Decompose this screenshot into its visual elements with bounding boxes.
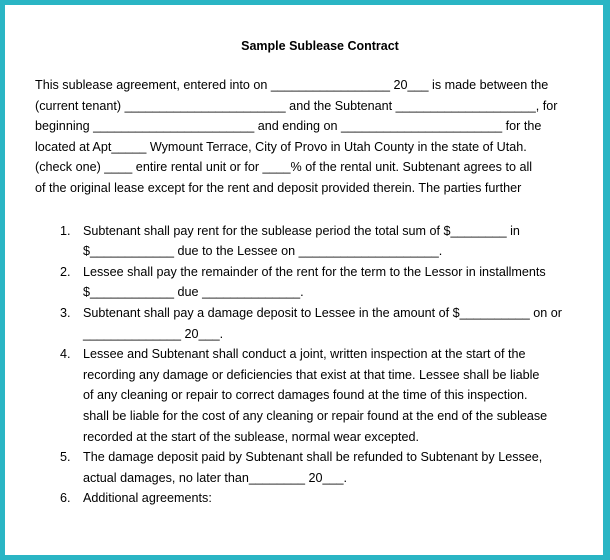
intro-line: of the original lease except for the rent and deposit provided therein. The parties further xyxy=(35,180,522,195)
terms-list xyxy=(35,221,605,509)
list-item xyxy=(35,262,605,303)
list-item-line: recording any damage or deficiencies that exist at that time. Lessee shall be liable xyxy=(83,367,540,382)
intro-line: (check one) ____ entire rental unit or for ____% of the rental unit. Subtenant agrees to all xyxy=(35,160,533,175)
list-item-line: Lessee and Subtenant shall conduct a joint, written inspection at the start of the xyxy=(83,347,526,362)
document-title: Sample Sublease Contract xyxy=(241,39,399,53)
document-page xyxy=(5,5,603,555)
list-item-line: Lessee shall pay the remainder of the rent for the term to the Lessor in installments xyxy=(83,264,546,279)
list-item-number: 3. xyxy=(60,305,71,320)
list-item xyxy=(35,303,605,344)
list-item xyxy=(35,447,605,488)
list-item-line: Subtenant shall pay a damage deposit to Lessee in the amount of $__________ on or xyxy=(83,305,562,320)
list-item xyxy=(35,488,605,509)
list-item-line: Additional agreements: xyxy=(83,491,212,506)
intro-line: (current tenant) _______________________ and the Subtenant ____________________, for xyxy=(35,98,558,113)
intro-line: This sublease agreement, entered into on _________________ 20___ is made between the xyxy=(35,78,549,92)
list-item-line: shall be liable for the cost of any cleaning or repair found at the end of the sublease xyxy=(83,408,548,423)
list-item-line: of any cleaning or repair to correct damages found at the time of this inspection. xyxy=(83,388,528,403)
intro-line: located at Apt_____ Wymount Terrace, City of Provo in Utah County in the state of Utah. xyxy=(35,139,527,154)
list-item-line: $____________ due to the Lessee on ____________________. xyxy=(83,244,443,259)
list-item-line: ______________ 20___. xyxy=(83,326,224,341)
list-item-number: 2. xyxy=(60,264,71,279)
list-item-line: $____________ due ______________. xyxy=(83,285,304,300)
list-item-number: 5. xyxy=(60,450,71,465)
list-item-line: actual damages, no later than________ 20___. xyxy=(83,470,347,485)
intro-paragraph xyxy=(35,75,583,199)
list-item xyxy=(35,344,605,447)
list-item-line: recorded at the start of the sublease, normal wear excepted. xyxy=(83,429,420,444)
list-item-number: 1. xyxy=(60,223,71,238)
list-item-number: 4. xyxy=(60,347,71,362)
intro-line: beginning _______________________ and ending on _______________________ for the xyxy=(35,119,542,134)
list-item xyxy=(35,221,605,262)
list-item-number: 6. xyxy=(60,491,71,506)
list-item-line: The damage deposit paid by Subtenant shall be refunded to Subtenant by Lessee, xyxy=(83,450,543,465)
list-item-line: Subtenant shall pay rent for the sublease period the total sum of $________ in xyxy=(83,223,520,238)
